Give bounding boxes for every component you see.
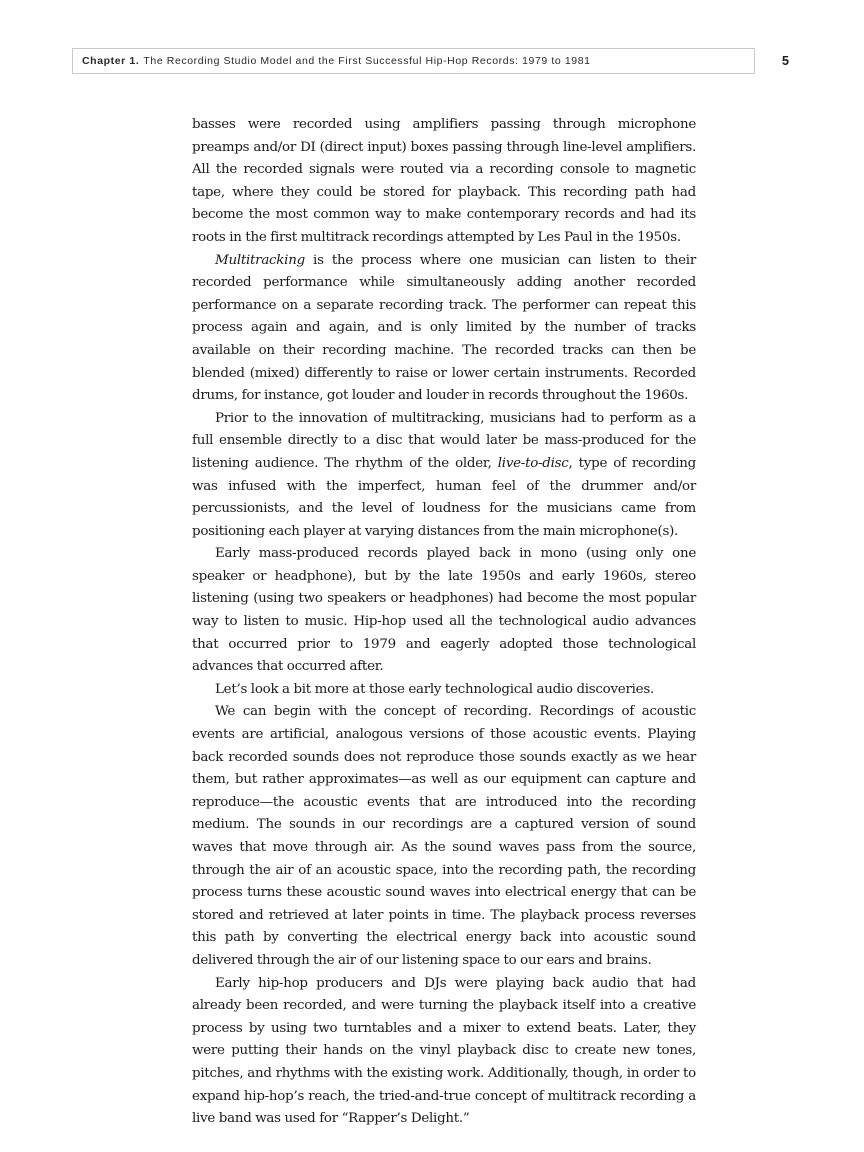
- paragraph-text: basses were recorded using amplifiers passing through microphone preamps and/or DI (direct input) boxes passing through line-level amplifiers. All the recorded signals were routed via a recording console to magnetic tape, where they could be stored for playback. This recording path had become the most common way to make contemporary records and had its roots in the first multitrack recordings attempted by Les Paul in the 1950s.: [192, 117, 696, 245]
- paragraph-text: is the process where one musician can listen to their recorded performance while simultaneously adding another recorded performance on a separate recording track. The performer can repeat this process again and again, and is only limited by the number of tracks available on their recording machine. The recorded tracks can then be blended (mixed) differently to raise or lower certain instruments. Recorded drums, for instance, got louder and louder in records throughout the 1960s.: [192, 252, 696, 404]
- paragraph: [192, 679, 696, 702]
- chapter-label: Chapter 1.: [82, 55, 140, 67]
- paragraph: [192, 701, 696, 972]
- page-number: 5: [782, 54, 789, 68]
- paragraph-text: We can begin with the concept of recording. Recordings of acoustic events are artificial, analogous versions of those acoustic events. Playing back recorded sounds does not reproduce those sounds exactly as we hear them, but rather approximates—as well as our equipment can capture and reproduce—the acoustic events that are introduced into the recording medium. The sounds in our recordings are a captured version of sound waves that move through air. As the sound waves pass from the source, through the air of an acoustic space, into the recording path, the recording process turns these acoustic sound waves into electrical energy that can be stored and retrieved at later points in time. The playback process reverses this path by converting the electrical energy back into acoustic sound delivered through the air of our listening space to our ears and brains.: [192, 704, 696, 968]
- paragraph: [192, 408, 696, 544]
- paragraph-text: Prior to the innovation of multitracking, musicians had to perform as a full ensemble directly to a disc that would later be mass-produced for the listening audience. The rhythm of the older,: [192, 410, 696, 471]
- italic-term: live-to-disc: [497, 455, 569, 471]
- paragraph: [192, 543, 696, 679]
- chapter-title: The Recording Studio Model and the First Successful Hip-Hop Records: 1979 to 1981: [143, 55, 591, 67]
- paragraph: [192, 250, 696, 408]
- paragraph-text: , type of recording was infused with the imperfect, human feel of the drummer and/or percussionists, and the level of loudness for the musicians came from positioning each player at varying distances from the main microphone(s).: [192, 455, 696, 539]
- running-header: [72, 48, 755, 74]
- italic-term: Multitracking: [215, 252, 305, 268]
- paragraph: [192, 114, 696, 250]
- paragraph-text: Early hip-hop producers and DJs were playing back audio that had already been recorded, and were turning the playback itself into a creative process by using two turntables and a mixer to extend beats. Later, they were putting their hands on the vinyl playback disc to create new tones, pitches, and rhythms with the existing work. Additionally, though, in order to expand hip-hop’s reach, the tried-and-true concept of multitrack recording a live band was used for “Rapper’s Delight.”: [192, 975, 696, 1127]
- paragraph-text: Early mass-produced records played back in mono (using only one speaker or headphone), but by the late 1950s and early 1960s, stereo listening (using two speakers or headphones) had become the most popular way to listen to music. Hip-hop used all the technological audio advances that occurred prior to 1979 and eagerly adopted those technological advances that occurred after.: [192, 546, 696, 675]
- paragraph: [192, 973, 696, 1131]
- paragraph-text: Let’s look a bit more at those early technological audio discoveries.: [215, 681, 654, 697]
- body-text: [192, 114, 696, 1131]
